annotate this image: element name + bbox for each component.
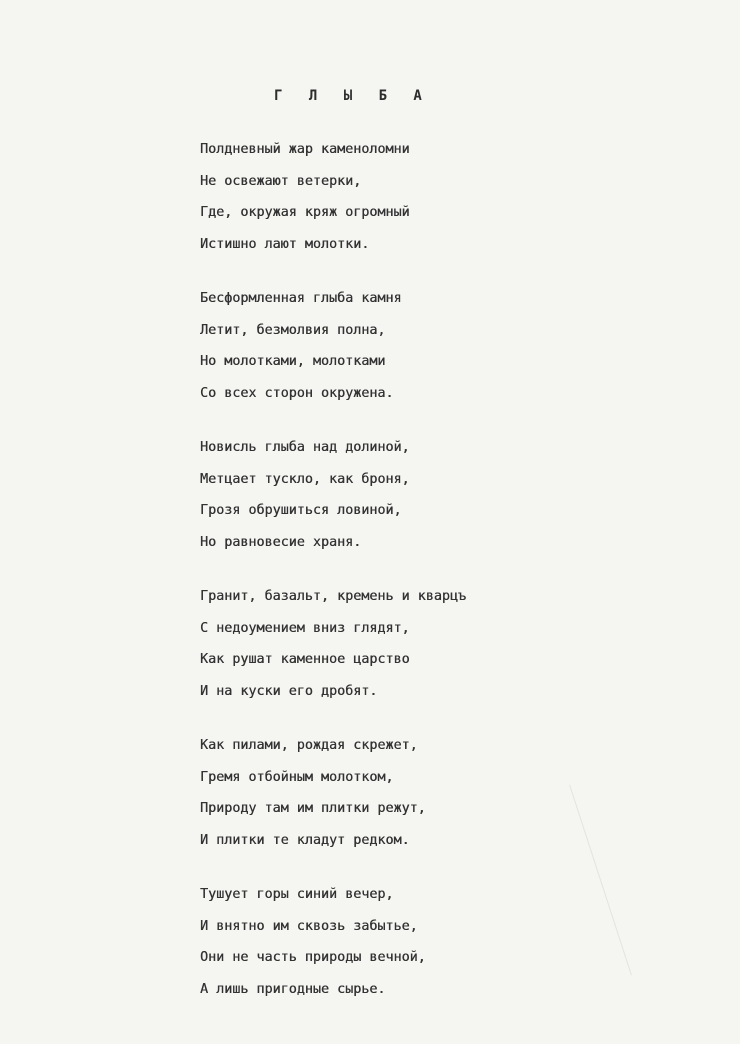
stanza <box>200 283 620 409</box>
stanza <box>200 432 620 558</box>
poem-line: И внятно им сквозь забытье, <box>200 918 418 934</box>
poem-line: Полдневный жар каменоломни <box>200 142 410 157</box>
poem-line: И плитки те кладут редком. <box>200 832 410 848</box>
stanza <box>200 134 620 260</box>
poem-line: Не освежают ветерки, <box>200 173 362 189</box>
poem-line: С недоумением вниз глядят, <box>200 620 410 636</box>
poem-line: Они не часть природы вечной, <box>200 950 426 965</box>
poem-line: Истишно лают молотки. <box>200 236 370 252</box>
poem-line: Летит, безмолвия полна, <box>200 322 386 338</box>
poem-line: Где, окружая кряж огромный <box>200 205 410 220</box>
poem-line: Как пилами, рождая скрежет, <box>200 738 418 753</box>
poem-line: Тушует горы синий вечер, <box>200 887 394 902</box>
poem-body <box>200 134 620 1028</box>
poem-line: И на куски его дробят. <box>200 683 378 699</box>
poem-line: Как рушат каменное царство <box>200 652 410 667</box>
poem-line: Гремя отбойным молотком, <box>200 769 394 785</box>
poem-line: Грозя обрушиться ловиной, <box>200 503 402 518</box>
stanza <box>200 730 620 856</box>
stanza <box>200 581 620 707</box>
poem-line: Но равновесие храня. <box>200 534 362 550</box>
poem-line: Метцает тускло, как броня, <box>200 471 410 487</box>
poem-line: Бесформленная глыба камня <box>200 291 402 306</box>
poem-line: Природу там им плитки режут, <box>200 801 426 816</box>
poem-line: Но молотками, молотками <box>200 354 386 369</box>
stanza <box>200 879 620 1005</box>
poem-line: Со всех сторон окружена. <box>200 385 394 401</box>
poem-line: Гранит, базальт, кремень и кварцъ <box>200 589 467 604</box>
poem-line: Новисль глыба над долиной, <box>200 440 410 455</box>
poem-title: Г Л Ы Б А <box>274 88 431 104</box>
poem-line: А лишь пригодные сырье. <box>200 981 386 997</box>
